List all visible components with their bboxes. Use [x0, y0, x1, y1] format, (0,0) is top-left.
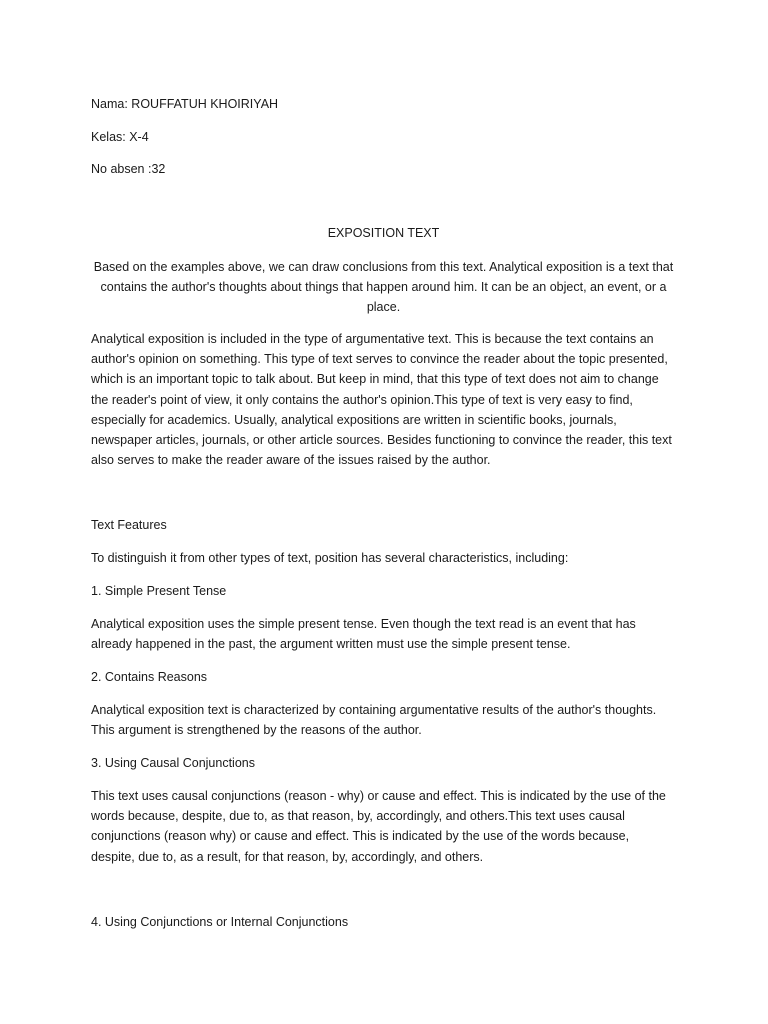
feature-title-4: 4. Using Conjunctions or Internal Conjunctions [91, 915, 349, 929]
student-class: Kelas: X-4 [91, 130, 149, 144]
features-heading: Text Features [91, 518, 167, 532]
feature-title-1: 1. Simple Present Tense [91, 584, 227, 598]
feature-body-1: Analytical exposition uses the simple present tense. Even though the text read is an event that has already happened in the past, the argument written must use the simple present tense. [91, 617, 636, 652]
feature-body-2: Analytical exposition text is characterized by containing argumentative results of the author's thoughts. This argument is strengthened by the reasons of the author. [91, 703, 657, 738]
feature-title-2: 2. Contains Reasons [91, 670, 208, 684]
intro-paragraph: Based on the examples above, we can draw conclusions from this text. Analytical exposition is a text that contains the author's thoughts about things that happen around him. It can be an object, an event, or a place. [93, 260, 674, 315]
document-title: EXPOSITION TEXT [327, 226, 440, 240]
student-number: No absen :32 [91, 162, 166, 176]
student-name: Nama: ROUFFATUH KHOIRIYAH [91, 97, 279, 111]
body-paragraph-1: Analytical exposition is included in the type of argumentative text. This is because the text contains an author's opinion on something. This type of text serves to convince the reader about the topic presented, which is an important topic to talk about. But keep in mind, that this type of text does not aim to change the reader's point of view, it only contains the author's opinion.This type of text is very easy to find, especially for academics. Usually, analytical expositions are written in scientific books, journals, newspaper articles, journals, or other article sources. Besides functioning to convince the reader, this text also serves to make the reader aware of the issues raised by the author. [91, 332, 672, 468]
feature-title-3: 3. Using Causal Conjunctions [91, 756, 255, 770]
features-intro: To distinguish it from other types of text, position has several characteristics, including: [91, 551, 569, 565]
feature-body-3: This text uses causal conjunctions (reason - why) or cause and effect. This is indicated by the use of the words because, despite, due to, as that reason, by, accordingly, and others.This text uses causal conjunctions (reason why) or cause and effect. This is indicated by the use of the words because, despite, due to, as a result, for that reason, by, accordingly, and others. [91, 789, 666, 864]
